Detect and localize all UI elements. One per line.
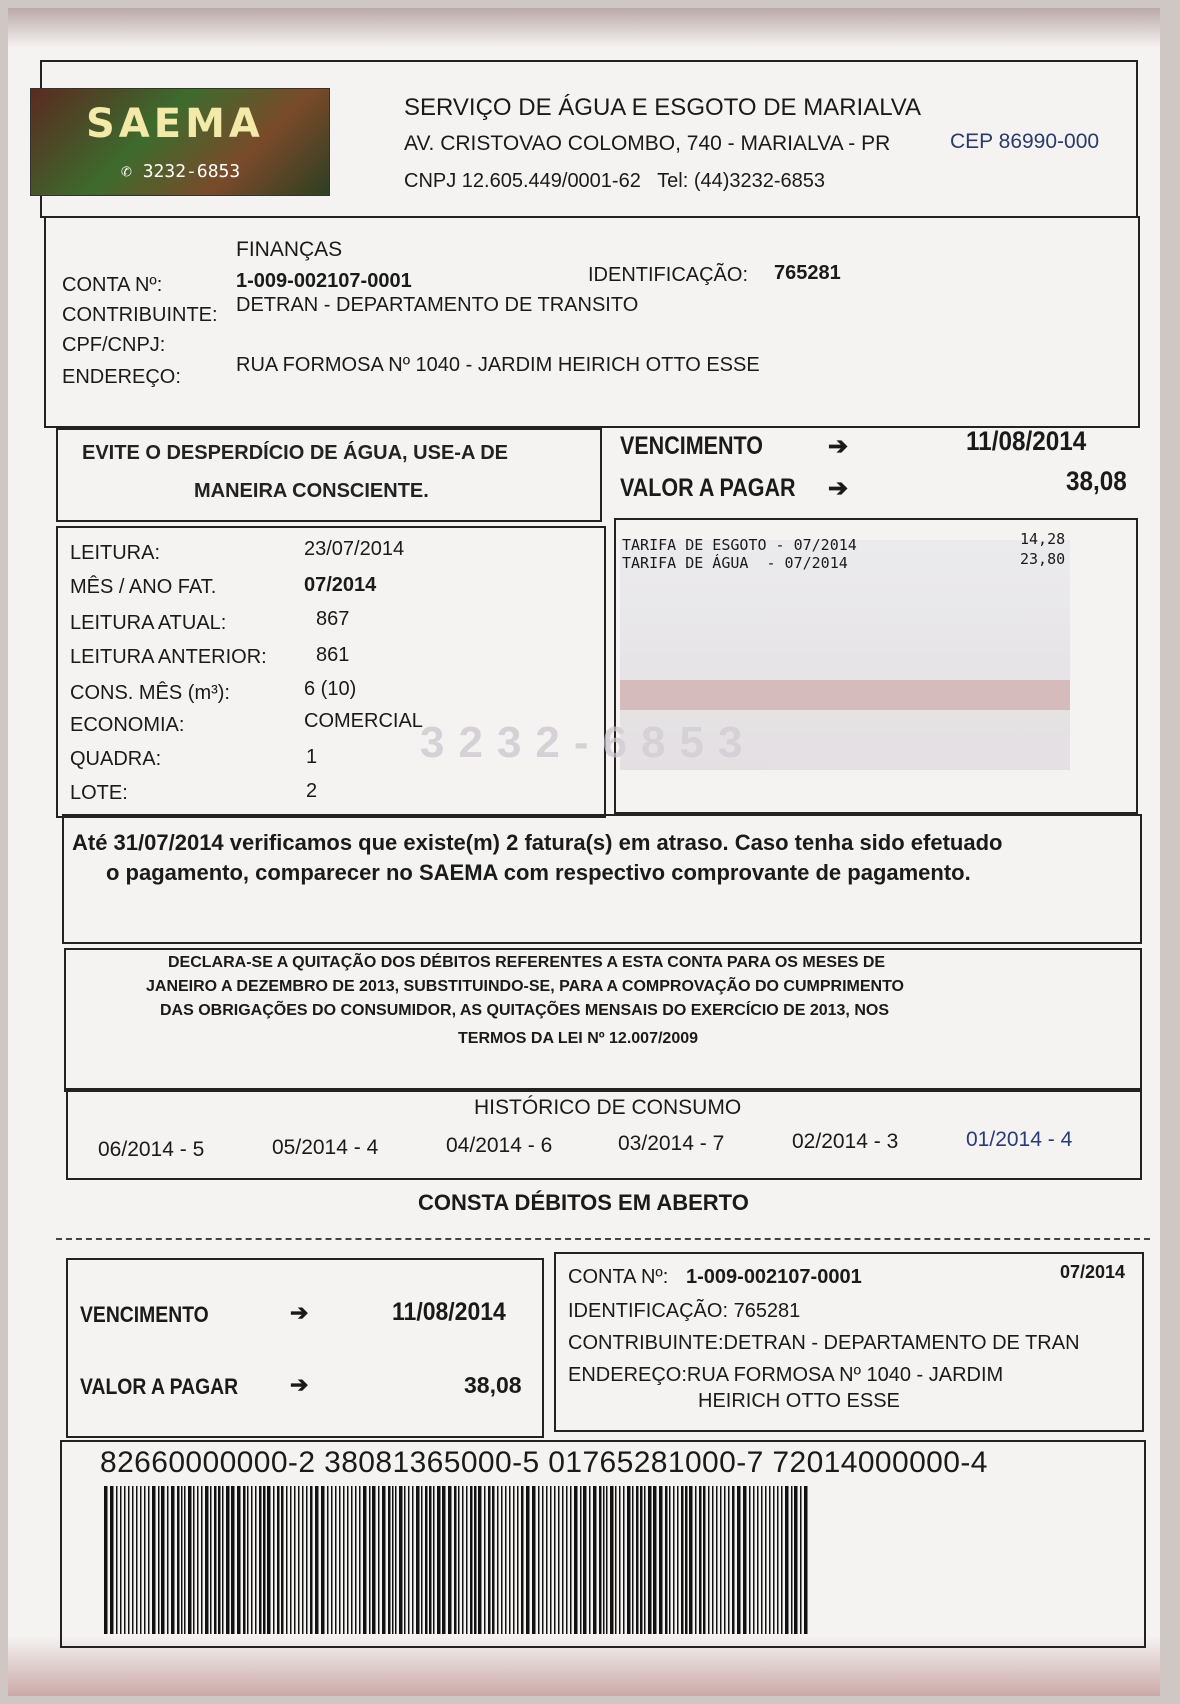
due-venc-value: 11/08/2014	[966, 426, 1087, 456]
stub-contrib: CONTRIBUINTE:DETRAN - DEPARTAMENTO DE TRAN	[568, 1332, 1080, 1354]
reading-value: 6 (10)	[304, 678, 357, 700]
section-label: FINANÇAS	[236, 238, 343, 261]
declaration-line2: JANEIRO A DEZEMBRO DE 2013, SUBSTITUINDO-SE, PARA A COMPROVAÇÃO DO CUMPRIMENTO	[146, 978, 904, 995]
org-cnpj-tel: CNPJ 12.605.449/0001-62 Tel: (44)3232-6853	[404, 170, 826, 192]
due-valor-value: 38,08	[1066, 466, 1127, 496]
tariff-value: 23,80	[1020, 550, 1066, 568]
conta-value: 1-009-002107-0001	[236, 270, 412, 292]
logo-phone: ✆ 3232-6853	[121, 161, 241, 182]
contrib-label: CONTRIBUINTE:	[62, 304, 218, 326]
saema-logo	[30, 88, 330, 196]
reading-label: QUADRA:	[70, 748, 162, 770]
reading-label: CONS. MÊS (m³):	[70, 682, 230, 704]
reading-value: 861	[316, 644, 350, 666]
declaration-line3: DAS OBRIGAÇÕES DO CONSUMIDOR, AS QUITAÇÕES MENSAIS DO EXERCÍCIO DE 2013, NOS	[160, 1002, 889, 1019]
stub-endereco-line1: ENDEREÇO:RUA FORMOSA Nº 1040 - JARDIM	[568, 1364, 1004, 1386]
notice-line2: MANEIRA CONSCIENTE.	[194, 480, 429, 502]
stub-ident: IDENTIFICAÇÃO: 765281	[568, 1300, 801, 1322]
declaration-line4: TERMOS DA LEI Nº 12.007/2009	[458, 1030, 699, 1047]
cpf-label: CPF/CNPJ:	[62, 334, 166, 356]
reading-value: 2	[306, 780, 318, 802]
logo-text: SAEMA	[86, 101, 264, 147]
stub-venc-arrow-icon: ➔	[290, 1300, 309, 1325]
reading-value: 07/2014	[304, 574, 377, 596]
due-venc-arrow-icon: ➔	[828, 433, 849, 460]
stub-ref: 07/2014	[1060, 1262, 1126, 1282]
conta-label: CONTA Nº:	[62, 274, 163, 296]
stub-valor-label: VALOR A PAGAR	[80, 1374, 239, 1399]
reading-value: 23/07/2014	[304, 538, 405, 560]
reading-label: MÊS / ANO FAT.	[70, 576, 217, 598]
tariff-label: TARIFA DE ESGOTO - 07/2014	[622, 536, 857, 554]
contrib-value: DETRAN - DEPARTAMENTO DE TRANSITO	[236, 294, 639, 316]
overdue-line2: o pagamento, comparecer no SAEMA com respectivo comprovante de pagamento.	[106, 860, 971, 885]
ident-label: IDENTIFICAÇÃO:	[588, 264, 749, 286]
debts-notice: CONSTA DÉBITOS EM ABERTO	[418, 1190, 749, 1215]
saema-watermark	[420, 540, 1070, 770]
reading-value: 1	[306, 746, 318, 768]
barcode-image	[104, 1486, 810, 1634]
reading-label: LEITURA ANTERIOR:	[70, 646, 267, 668]
cut-line	[56, 1238, 1150, 1240]
history-item: 03/2014 - 7	[618, 1132, 725, 1155]
overdue-line1: Até 31/07/2014 verificamos que existe(m) 2 fatura(s) em atraso. Caso tenha sido efetuado	[72, 830, 1003, 855]
declaration-line1: DECLARA-SE A QUITAÇÃO DOS DÉBITOS REFERENTES A ESTA CONTA PARA OS MESES DE	[168, 954, 886, 971]
stub-conta-value: 1-009-002107-0001	[686, 1266, 862, 1288]
org-cep: CEP 86990-000	[950, 130, 1100, 153]
endereco-label: ENDEREÇO:	[62, 366, 181, 388]
org-name: SERVIÇO DE ÁGUA E ESGOTO DE MARIALVA	[404, 94, 922, 121]
reading-label: LEITURA:	[70, 542, 161, 564]
scan-top-shadow	[8, 8, 1160, 48]
due-valor-arrow-icon: ➔	[828, 475, 849, 502]
reading-value: COMERCIAL	[304, 710, 423, 732]
stub-valor-value: 38,08	[464, 1372, 522, 1398]
readings-box	[56, 526, 606, 818]
tariff-label: TARIFA DE ÁGUA - 07/2014	[622, 554, 848, 572]
stub-valor-arrow-icon: ➔	[290, 1372, 309, 1397]
reading-label: ECONOMIA:	[70, 714, 185, 736]
history-item: 02/2014 - 3	[792, 1130, 899, 1153]
ident-value: 765281	[774, 262, 841, 284]
stub-venc-value: 11/08/2014	[392, 1298, 506, 1326]
endereco-value: RUA FORMOSA Nº 1040 - JARDIM HEIRICH OTTO ESSE	[236, 354, 760, 376]
barcode-number: 82660000000-2 38081365000-5 01765281000-7 72014000000-4	[100, 1446, 988, 1479]
reading-label: LOTE:	[70, 782, 128, 804]
history-title: HISTÓRICO DE CONSUMO	[474, 1096, 742, 1119]
history-item: 01/2014 - 4	[966, 1128, 1073, 1151]
tariff-value: 14,28	[1020, 530, 1066, 548]
watermark-phone: 3232-6853	[420, 718, 757, 767]
watermark-band	[620, 680, 1070, 710]
stub-conta-label: CONTA Nº:	[568, 1266, 669, 1288]
history-item: 04/2014 - 6	[446, 1134, 553, 1157]
notice-line1: EVITE O DESPERDÍCIO DE ÁGUA, USE-A DE	[82, 442, 508, 464]
history-item: 05/2014 - 4	[272, 1136, 379, 1159]
stub-due-box	[66, 1258, 544, 1438]
reading-label: LEITURA ATUAL:	[70, 612, 227, 634]
history-item: 06/2014 - 5	[98, 1138, 205, 1161]
due-venc-label: VENCIMENTO	[620, 432, 763, 460]
due-valor-label: VALOR A PAGAR	[620, 474, 796, 502]
reading-value: 867	[316, 608, 350, 630]
stub-venc-label: VENCIMENTO	[80, 1302, 209, 1327]
stub-endereco-line2: HEIRICH OTTO ESSE	[698, 1390, 900, 1412]
org-address: AV. CRISTOVAO COLOMBO, 740 - MARIALVA - PR	[404, 132, 891, 155]
